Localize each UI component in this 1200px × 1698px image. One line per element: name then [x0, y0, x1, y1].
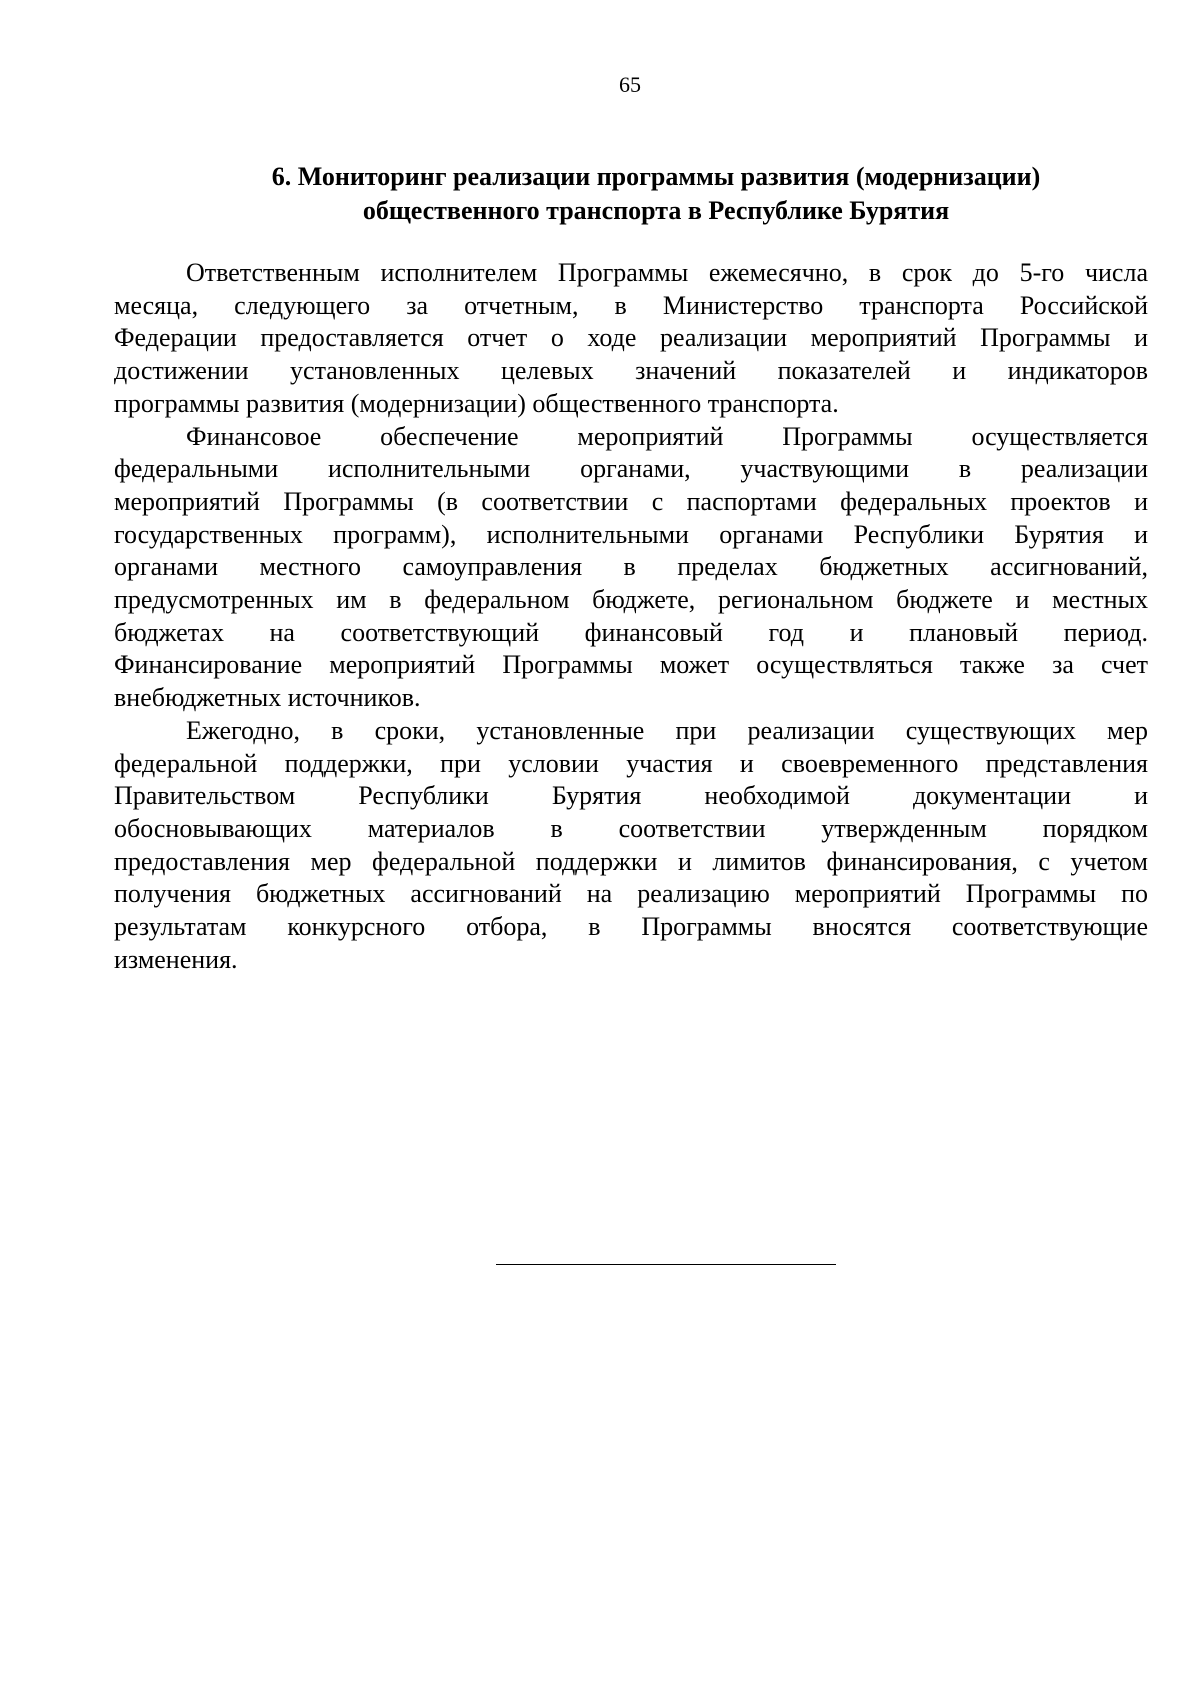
text-line: обосновывающих материалов в соответствии утвержденным порядком [114, 813, 1148, 843]
paragraph-financing [114, 421, 1148, 715]
text-line: Ежегодно, в сроки, установленные при реализации существующих мер [186, 715, 1148, 745]
text-line: предоставления мер федеральной поддержки и лимитов финансирования, с учетом [114, 846, 1148, 876]
text-line: результатам конкурсного отбора, в Программы вносятся соответствующие [114, 912, 1148, 942]
text-line: федеральной поддержки, при условии участия и своевременного представления [114, 748, 1148, 778]
body-text [114, 257, 1148, 976]
text-line: Федерации предоставляется отчет о ходе реализации мероприятий Программы и [114, 323, 1148, 353]
page-number: 65 [619, 72, 641, 97]
text-line: внебюджетных источников. [114, 683, 421, 713]
text-line: достижении установленных целевых значений показателей и индикаторов [114, 356, 1148, 386]
text-line: предусмотренных им в федеральном бюджете, региональном бюджете и местных [114, 585, 1148, 615]
text-line: органами местного самоуправления в пределах бюджетных ассигнований, [114, 552, 1148, 582]
text-line: Финансовое обеспечение мероприятий Программы осуществляется [186, 421, 1148, 451]
text-line: Ответственным исполнителем Программы ежемесячно, в срок до 5-го числа [186, 258, 1148, 287]
text-line: федеральными исполнительными органами, участвующими в реализации [114, 454, 1148, 484]
paragraph-annual-changes [114, 715, 1148, 977]
text-line: бюджетах на соответствующий финансовый год и плановый период. [114, 617, 1148, 647]
text-line: месяца, следующего за отчетным, в Министерство транспорта Российской [114, 290, 1148, 320]
section-heading-line-2: общественного транспорта в Республике Бурятия [362, 196, 950, 225]
paragraph-reporting [114, 257, 1148, 421]
text-line: изменения. [114, 944, 238, 974]
section-heading [196, 160, 1116, 228]
text-line: Финансирование мероприятий Программы может осуществляться также за счет [114, 650, 1148, 680]
text-line: государственных программ), исполнительными органами Республики Бурятия и [114, 519, 1148, 549]
section-heading-line-1: 6. Мониторинг реализации программы развития (модернизации) [271, 162, 1041, 191]
closing-divider [496, 1264, 836, 1265]
text-line: мероприятий Программы (в соответствии с паспортами федеральных проектов и [114, 486, 1148, 516]
text-line: Правительством Республики Бурятия необходимой документации и [114, 781, 1148, 811]
text-line: получения бюджетных ассигнований на реализацию мероприятий Программы по [114, 879, 1148, 909]
text-line: программы развития (модернизации) общественного транспорта. [114, 388, 839, 418]
